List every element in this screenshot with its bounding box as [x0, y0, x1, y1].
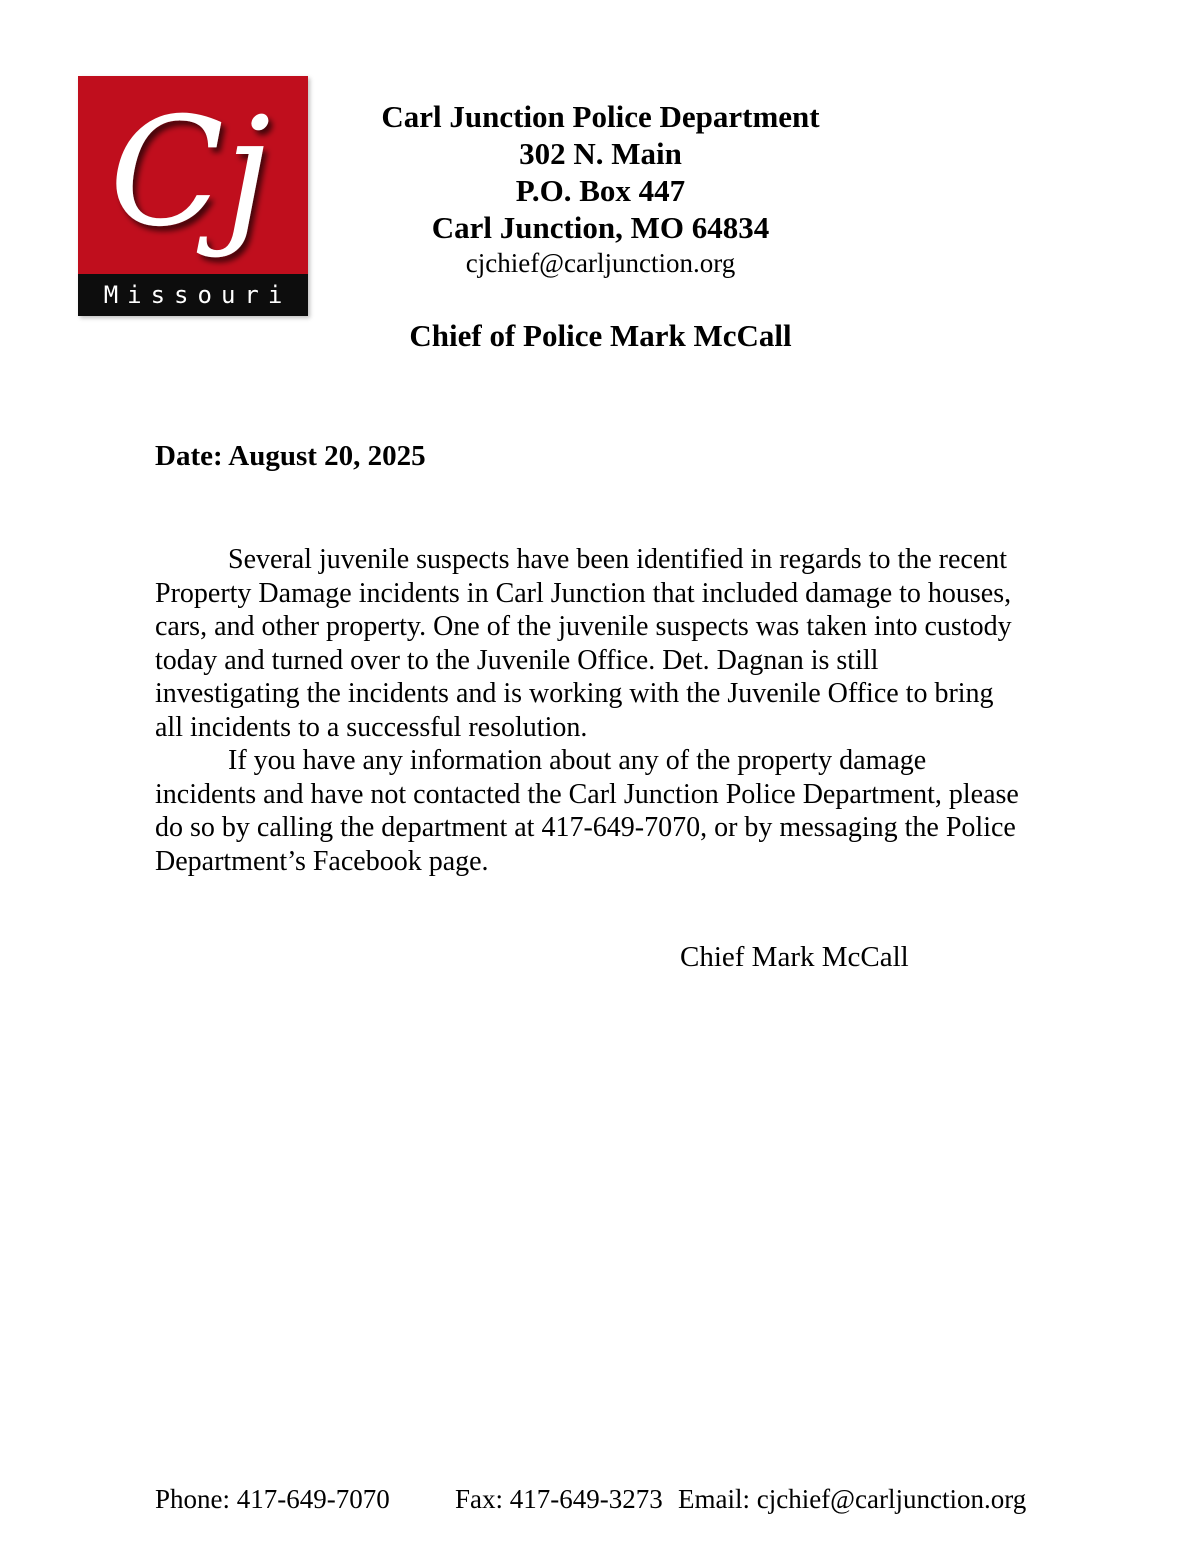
body-line: incidents and have not contacted the Carl Junction Police Department, please [155, 778, 1019, 810]
footer-contact-strip [0, 1484, 1201, 1524]
body-line: do so by calling the department at 417-649-7070, or by messaging the Police [155, 812, 1016, 843]
body-line: Property Damage incidents in Carl Junction that included damage to houses, [155, 577, 1012, 609]
city-state-zip: Carl Junction, MO 64834 [431, 210, 770, 245]
footer-phone: Phone: 417-649-7070 [155, 1484, 390, 1514]
street-address: 302 N. Main [519, 136, 682, 171]
department-name: Carl Junction Police Department [381, 99, 820, 134]
body-line: investigating the incidents and is working with the Juvenile Office to bring [155, 678, 994, 709]
body-line: Several juvenile suspects have been identified in regards to the recent [228, 544, 1008, 575]
letterhead [0, 98, 1201, 281]
body-line: today and turned over to the Juvenile Office. Det. Dagnan is still [155, 644, 879, 676]
cj-monogram-text: Cj [109, 86, 271, 260]
letter-body [155, 543, 1070, 878]
footer-email: Email: cjchief@carljunction.org [678, 1484, 1027, 1514]
footer-fax: Fax: 417-649-3273 [455, 1484, 663, 1514]
po-box: P.O. Box 447 [515, 173, 686, 208]
body-line: all incidents to a successful resolution. [155, 711, 588, 743]
chief-of-police-line: Chief of Police Mark McCall [409, 318, 792, 353]
date-line: Date: August 20, 2025 [155, 440, 426, 472]
signature-line: Chief Mark McCall [680, 941, 909, 973]
header-email: cjchief@carljunction.org [465, 248, 736, 278]
body-line: Department’s Facebook page. [155, 845, 489, 877]
body-line: cars, and other property. One of the juvenile suspects was taken into custody [155, 611, 1012, 642]
missouri-label: Missouri [103, 281, 292, 309]
body-line: If you have any information about any of the property damage [228, 745, 927, 776]
